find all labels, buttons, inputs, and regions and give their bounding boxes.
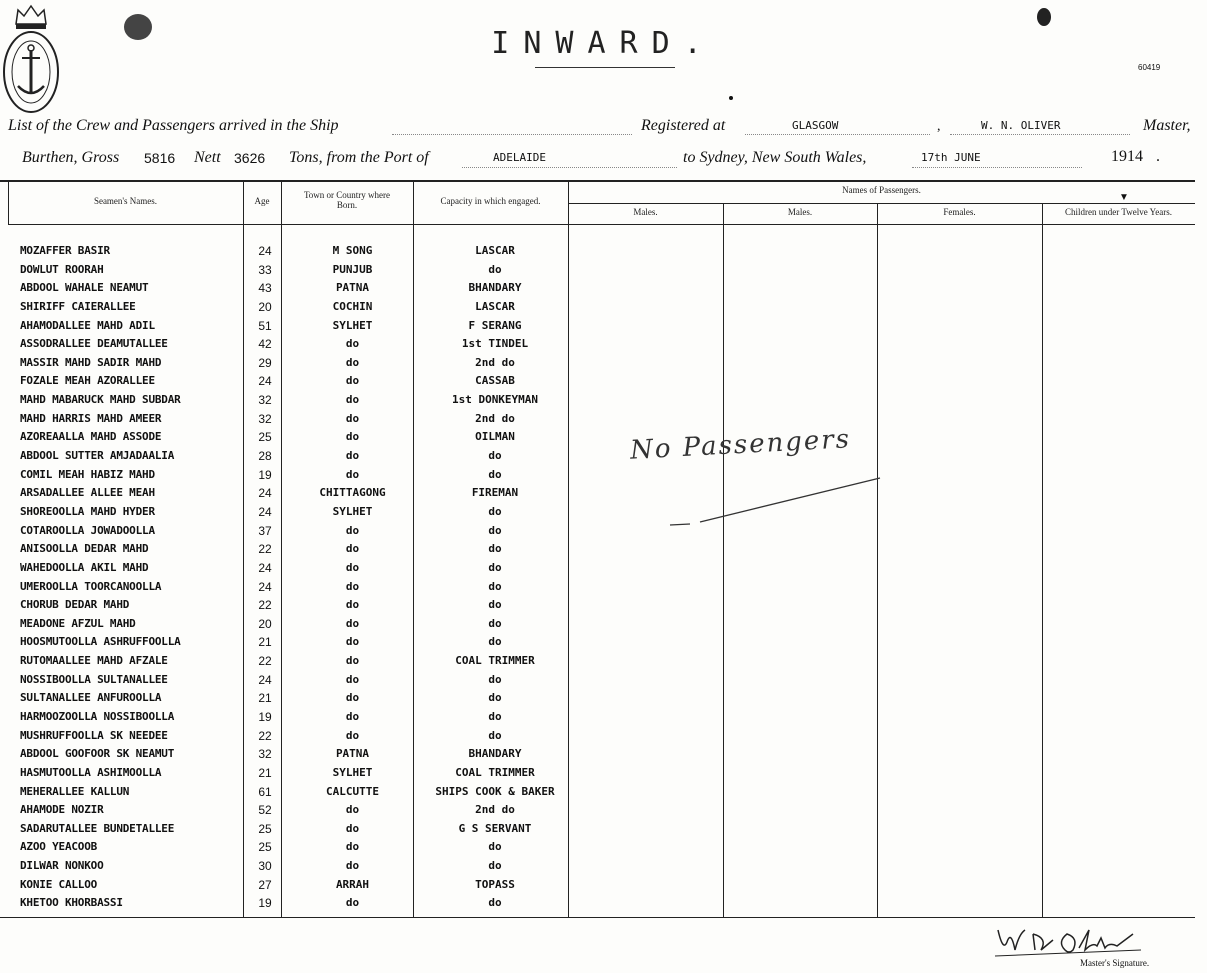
crew-capacity: OILMAN [475, 430, 515, 444]
crew-name: MEHERALLEE KALLUN [20, 784, 130, 798]
crew-name: ARSADALLEE ALLEE MEAH [20, 486, 155, 500]
crew-age: 24 [258, 374, 272, 389]
crew-capacity: do [488, 859, 502, 873]
crew-row [0, 580, 580, 598]
crew-capacity: do [488, 710, 502, 723]
crew-capacity: TOPASS [475, 877, 515, 891]
ink-dot [729, 96, 733, 100]
crew-birthplace: do [345, 355, 360, 369]
crew-name: AZOREAALLA MAHD ASSODE [20, 430, 162, 444]
crew-birthplace: do [345, 374, 360, 388]
crew-age: 19 [258, 896, 272, 911]
nett-value: 3626 [234, 150, 266, 166]
crew-birthplace: do [345, 710, 360, 723]
crew-birthplace: do [345, 449, 360, 463]
crew-row [0, 561, 580, 579]
header-females: Females. [943, 207, 976, 217]
crew-capacity: do [488, 840, 502, 854]
crew-birthplace: do [345, 803, 360, 817]
crew-age: 27 [258, 877, 272, 892]
crew-age: 22 [258, 598, 272, 613]
crew-name: HARMOOZOOLLA NOSSIBOOLLA [20, 710, 175, 723]
crew-age: 20 [258, 299, 272, 314]
crew-age: 37 [258, 523, 272, 538]
crew-birthplace: do [345, 523, 360, 537]
crew-age: 24 [258, 504, 272, 519]
crew-birthplace: do [345, 430, 360, 444]
crew-row [0, 654, 580, 672]
crew-row [0, 673, 580, 691]
crew-birthplace: PATNA [335, 747, 370, 761]
crew-birthplace: do [345, 598, 360, 612]
crew-name: ABDOOL GOOFOOR SK NEAMUT [20, 747, 175, 761]
header-town: Town or Country where Born. [303, 190, 391, 210]
crew-age: 43 [258, 281, 272, 296]
crew-birthplace: do [345, 560, 360, 574]
crew-birthplace: SYLHET [332, 504, 373, 518]
header-bottom-rule [8, 224, 1195, 225]
date-value: 17th JUNE [921, 151, 981, 164]
col-divider-females [877, 203, 878, 917]
col-divider-children [1042, 203, 1043, 917]
document-title: INWARD. [491, 26, 716, 61]
crew-name: RUTOMAALLEE MAHD AFZALE [20, 654, 168, 668]
header-passengers: Names of Passengers. [842, 185, 921, 195]
crew-row [0, 524, 580, 542]
header-males-1: Males. [633, 207, 658, 217]
passenger-subheader-rule [568, 203, 1195, 204]
crew-age: 25 [258, 821, 272, 836]
crew-name: MASSIR MAHD SADIR MAHD [20, 355, 162, 369]
crew-birthplace: ARRAH [335, 877, 370, 891]
no-passengers-note: No Passengers [629, 424, 852, 466]
crew-age: 25 [258, 840, 272, 855]
crew-name: ANISOOLLA DEDAR MAHD [20, 542, 149, 556]
crew-row [0, 300, 580, 318]
crew-row [0, 691, 580, 709]
crew-capacity: do [488, 542, 502, 556]
crew-name: MEADONE AFZUL MAHD [20, 616, 136, 630]
header-capacity: Capacity in which engaged. [440, 196, 541, 206]
crew-capacity: do [488, 691, 502, 705]
crew-capacity: do [488, 598, 502, 612]
crew-capacity: do [488, 579, 502, 593]
year-value: 1914 [1111, 148, 1143, 165]
crew-birthplace: do [345, 654, 360, 668]
crew-name: ASSODRALLEE DEAMUTALLEE [20, 337, 168, 351]
crew-name: UMEROOLLA TOORCANOOLLA [20, 579, 162, 593]
crew-name: MAHD HARRIS MAHD AMEER [20, 411, 162, 425]
crew-capacity: BHANDARY [468, 747, 522, 761]
crew-birthplace: do [345, 393, 360, 407]
crew-capacity: 2nd do [475, 803, 515, 817]
crew-name: AHAMODE NOZIR [20, 803, 104, 817]
crew-birthplace: do [345, 635, 360, 649]
ship-name-blank [392, 133, 632, 135]
crew-capacity: FIREMAN [471, 486, 519, 500]
crew-row [0, 263, 580, 281]
crew-age: 30 [258, 859, 272, 874]
signature-label: Master's Signature. [1080, 958, 1150, 968]
crew-capacity: LASCAR [475, 299, 515, 313]
crew-name: WAHEDOOLLA AKIL MAHD [20, 560, 149, 574]
crew-row [0, 281, 580, 299]
intro-lead: List of the Crew and Passengers arrived in the Ship [8, 117, 339, 134]
strike-through-line-icon [660, 470, 890, 530]
crew-row [0, 337, 580, 355]
crew-row [0, 878, 580, 896]
crew-age: 24 [258, 560, 272, 575]
crew-name: SADARUTALLEE BUNDETALLEE [20, 821, 175, 835]
header-names: Seamen's Names. [93, 196, 158, 206]
nett-label: Nett [194, 149, 221, 166]
crew-birthplace: do [345, 896, 360, 910]
crew-capacity: 2nd do [475, 411, 515, 425]
crew-name: ABDOOL WAHALE NEAMUT [20, 281, 149, 295]
form-number: 60419 [1138, 63, 1161, 72]
crew-row [0, 412, 580, 430]
year-dot: . [1156, 148, 1160, 165]
crew-row [0, 803, 580, 821]
crew-birthplace: do [345, 840, 360, 854]
crew-birthplace: do [345, 672, 360, 686]
crew-name: CHORUB DEDAR MAHD [20, 598, 130, 612]
crew-birthplace: PATNA [335, 281, 370, 295]
crew-row [0, 468, 580, 486]
crew-birthplace: do [345, 411, 360, 425]
crew-age: 32 [258, 393, 272, 408]
crew-name: ABDOOL SUTTER AMJADAALIA [20, 449, 175, 463]
crew-birthplace: do [345, 821, 360, 835]
crew-age: 32 [258, 747, 272, 762]
gross-value: 5816 [144, 150, 176, 166]
master-blank [950, 133, 1130, 135]
table-top-rule [0, 180, 1195, 182]
burthen-label: Burthen, Gross [22, 149, 120, 166]
crew-age: 52 [258, 803, 272, 818]
crew-birthplace: COCHIN [332, 299, 373, 313]
crew-age: 28 [258, 449, 272, 464]
crew-row [0, 598, 580, 616]
crew-name: COMIL MEAH HABIZ MAHD [20, 467, 155, 481]
ink-blot-icon [1037, 8, 1051, 26]
port-blank [462, 166, 677, 168]
crew-name: KHETOO KHORBASSI [20, 896, 123, 910]
crew-name: FOZALE MEAH AZORALLEE [20, 374, 155, 388]
crew-row [0, 244, 580, 262]
crew-birthplace: do [345, 579, 360, 593]
crew-age: 22 [258, 728, 272, 743]
crew-birthplace: do [345, 337, 360, 351]
crew-age: 24 [258, 244, 272, 258]
crew-name: KONIE CALLOO [20, 877, 98, 891]
crew-capacity: 1st TINDEL [461, 337, 529, 351]
crew-birthplace: do [345, 728, 360, 742]
port-value: ADELAIDE [493, 151, 546, 164]
crew-capacity: COAL TRIMMER [455, 654, 535, 668]
crew-row [0, 542, 580, 560]
destination-text: to Sydney, New South Wales, [683, 149, 867, 166]
crew-row [0, 486, 580, 504]
registered-blank [745, 133, 930, 135]
master-name: W. N. OLIVER [981, 119, 1061, 132]
crew-name: HASMUTOOLLA ASHIMOOLLA [20, 765, 162, 779]
crew-name: SULTANALLEE ANFUROOLLA [20, 691, 162, 705]
header-children: Children under Twelve Years. [1065, 207, 1172, 217]
crew-age: 25 [258, 430, 272, 445]
master-signature-icon [993, 920, 1143, 960]
crew-row [0, 822, 580, 840]
crew-age: 24 [258, 486, 272, 501]
crew-birthplace: do [345, 542, 360, 556]
crew-capacity: BHANDARY [468, 281, 522, 295]
registered-label: Registered at [641, 117, 726, 134]
crew-age: 20 [258, 616, 272, 631]
ink-mark: ▼ [1119, 192, 1129, 203]
crew-name: AHAMODALLEE MAHD ADIL [20, 318, 155, 332]
crew-capacity: do [488, 523, 502, 537]
crew-age: 32 [258, 411, 272, 426]
crew-capacity: do [488, 560, 502, 574]
crew-capacity: G S SERVANT [458, 821, 532, 835]
crew-row [0, 747, 580, 765]
crew-birthplace: SYLHET [332, 765, 373, 779]
title-rule [535, 67, 675, 68]
col-divider-males2 [723, 203, 724, 917]
crew-age: 22 [258, 654, 272, 669]
crew-capacity: CASSAB [475, 374, 515, 388]
header-age: Age [254, 196, 270, 206]
crew-age: 19 [258, 467, 272, 482]
crew-row [0, 635, 580, 653]
crew-row [0, 766, 580, 784]
crew-birthplace: CALCUTTE [326, 784, 379, 798]
crew-name: MOZAFFER BASIR [20, 244, 110, 257]
date-blank [912, 166, 1082, 168]
crew-capacity: do [488, 449, 502, 463]
crew-birthplace: do [345, 616, 360, 630]
crew-row [0, 710, 580, 728]
tons-label: Tons, from the Port of [289, 149, 429, 166]
crew-name: SHIRIFF CAIERALLEE [20, 299, 136, 313]
crew-row [0, 785, 580, 803]
comma: , [937, 119, 941, 134]
crew-capacity: do [488, 728, 502, 742]
table-bottom-rule [0, 917, 1195, 918]
crew-row [0, 840, 580, 858]
crew-row [0, 319, 580, 337]
crew-birthplace: do [345, 691, 360, 705]
crew-row [0, 505, 580, 523]
crew-birthplace: SYLHET [332, 318, 373, 332]
crew-name: DOWLUT ROORAH [20, 262, 104, 276]
crew-capacity: do [488, 896, 502, 910]
crew-name: SHOREOOLLA MAHD HYDER [20, 504, 155, 518]
registered-at: GLASGOW [792, 119, 839, 132]
crew-name: NOSSIBOOLLA SULTANALLEE [20, 672, 168, 686]
crew-birthplace: M SONG [332, 244, 373, 257]
crew-name: HOOSMUTOOLLA ASHRUFFOOLLA [20, 635, 181, 649]
crew-capacity: 1st DONKEYMAN [451, 393, 539, 407]
crew-name: AZOO YEACOOB [20, 840, 98, 854]
crew-row [0, 356, 580, 374]
crew-name: MAHD MABARUCK MAHD SUBDAR [20, 393, 181, 407]
crew-birthplace: CHITTAGONG [319, 486, 386, 500]
crew-birthplace: do [345, 467, 360, 481]
crew-age: 51 [258, 318, 272, 333]
crew-row [0, 859, 580, 877]
master-label: Master, [1143, 117, 1191, 134]
crew-capacity: do [488, 616, 502, 630]
header-males-2: Males. [787, 207, 813, 217]
crew-row [0, 374, 580, 392]
crew-age: 21 [258, 635, 272, 650]
crew-capacity: do [488, 262, 502, 276]
crew-age: 42 [258, 337, 272, 352]
crew-birthplace: PUNJUB [332, 262, 373, 276]
crew-capacity: LASCAR [475, 244, 515, 257]
crew-age: 29 [258, 355, 272, 370]
crew-capacity: SHIPS COOK & BAKER [435, 784, 555, 798]
crew-age: 21 [258, 765, 272, 780]
crew-name: MUSHRUFFOOLLA SK NEEDEE [20, 728, 168, 742]
crew-birthplace: do [345, 859, 360, 873]
crew-capacity: do [488, 467, 502, 481]
crew-age: 24 [258, 579, 272, 594]
crew-age: 21 [258, 691, 272, 706]
crew-age: 22 [258, 542, 272, 557]
crew-capacity: do [488, 635, 502, 649]
crew-name: COTAROOLLA JOWADOOLLA [20, 523, 155, 537]
crew-age: 24 [258, 672, 272, 687]
crew-row [0, 393, 580, 411]
crew-capacity: do [488, 504, 502, 518]
crew-age: 61 [258, 784, 272, 799]
crew-row [0, 729, 580, 747]
crew-row [0, 430, 580, 448]
crew-capacity: do [488, 672, 502, 686]
crew-capacity: COAL TRIMMER [455, 765, 535, 779]
crew-row [0, 617, 580, 635]
crew-row [0, 896, 580, 914]
crew-age: 19 [258, 710, 272, 724]
crew-row [0, 449, 580, 467]
crew-capacity: 2nd do [475, 355, 515, 369]
crew-capacity: F SERANG [468, 318, 522, 332]
crew-age: 33 [258, 262, 272, 277]
crew-name: DILWAR NONKOO [20, 859, 104, 873]
